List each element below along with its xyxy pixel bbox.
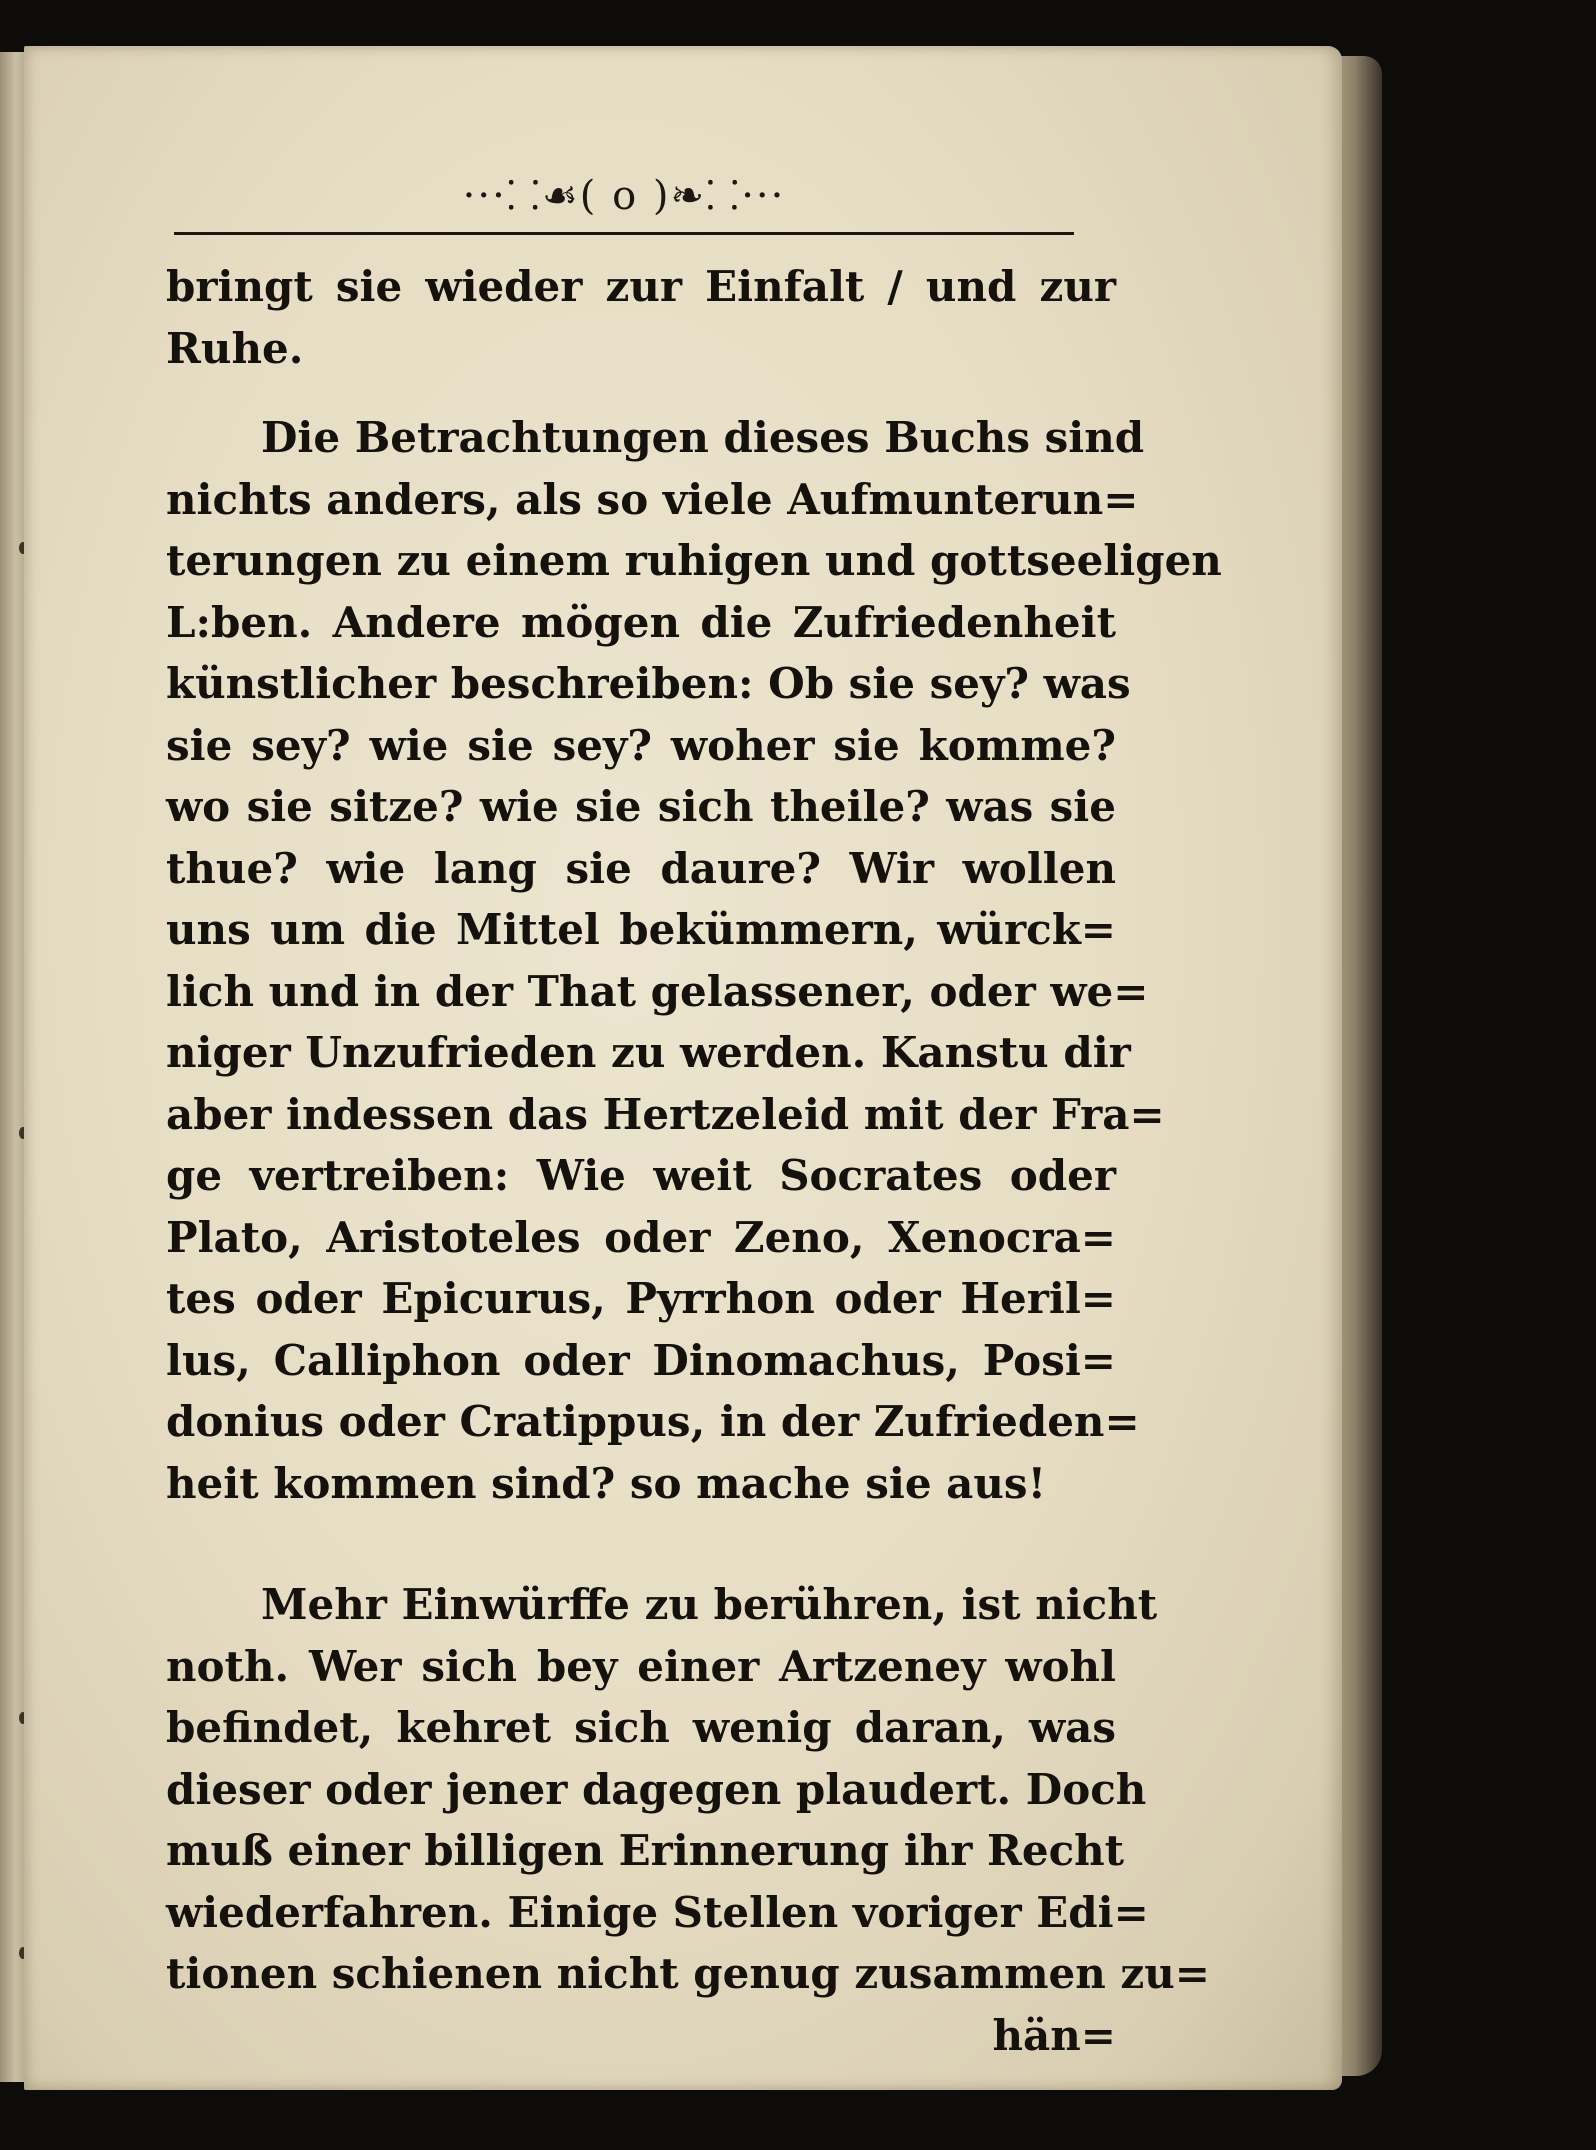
text-line: Mehr Einwürffe zu berühren, ist nicht — [261, 1580, 1158, 1629]
paragraph — [166, 256, 1116, 379]
paragraph — [166, 407, 1222, 1514]
text-line: tes oder Epicurus, Pyrrhon oder Heril= — [166, 1274, 1116, 1323]
text-line: uns um die Mittel bekümmern, würck= — [166, 905, 1116, 954]
text-line: noth. Wer sich bey einer Artzeney wohl — [166, 1641, 1116, 1691]
text-line: tionen schienen nicht genug zusammen zu= — [166, 1949, 1210, 1998]
body-text — [166, 256, 1222, 2066]
text-line: Plato, Aristoteles oder Zeno, Xenocra= — [166, 1212, 1116, 1262]
page-header — [174, 166, 1074, 221]
text-line: wiederfahren. Einige Stellen voriger Edi= — [166, 1887, 1149, 1937]
text-line: ge vertreiben: Wie weit Socrates oder — [166, 1151, 1116, 1200]
text-line: L:ben. Andere mögen die Zufriedenheit — [166, 597, 1116, 647]
text-line: niger Unzufrieden zu werden. Kanstu dir — [166, 1028, 1131, 1077]
paragraph — [166, 1574, 1210, 2066]
text-line: künstlicher beschreiben: Ob sie sey? was — [166, 659, 1131, 708]
catchword: hän= — [992, 2010, 1116, 2060]
text-line: Die Betrachtungen dieses Buchs sind — [261, 413, 1145, 462]
text-line: dieser oder jener dagegen plaudert. Doch — [166, 1764, 1147, 1814]
text-line: donius oder Cratippus, in der Zufrieden= — [166, 1397, 1140, 1446]
text-line: lich und in der That gelassener, oder we= — [166, 966, 1149, 1016]
header-ornament: ···⸬☙( o )❧⸬··· — [462, 173, 786, 219]
text-line: bringt sie wieder zur Einfalt / und zur — [166, 262, 1116, 311]
header-rule — [174, 232, 1074, 235]
book-page — [24, 46, 1342, 2090]
text-line: Ruhe. — [166, 323, 304, 373]
text-line: aber indessen das Hertzeleid mit der Fra= — [166, 1089, 1165, 1139]
text-line: wo sie sitze? wie sie sich theile? was sie — [166, 782, 1116, 831]
text-line: lus, Calliphon oder Dinomachus, Posi= — [166, 1335, 1116, 1385]
text-line: heit kommen sind? so mache sie aus! — [166, 1458, 1047, 1508]
text-line: terungen zu einem ruhigen und gottseeligen — [166, 536, 1222, 585]
text-line: sie sey? wie sie sey? woher sie komme? — [166, 720, 1116, 770]
text-line: nichts anders, als so viele Aufmunterun= — [166, 474, 1139, 524]
text-line: muß einer billigen Erinnerung ihr Recht — [166, 1826, 1125, 1875]
text-line: thue? wie lang sie daure? Wir wollen — [166, 843, 1116, 893]
text-line: befindet, kehret sich wenig daran, was — [166, 1703, 1116, 1752]
